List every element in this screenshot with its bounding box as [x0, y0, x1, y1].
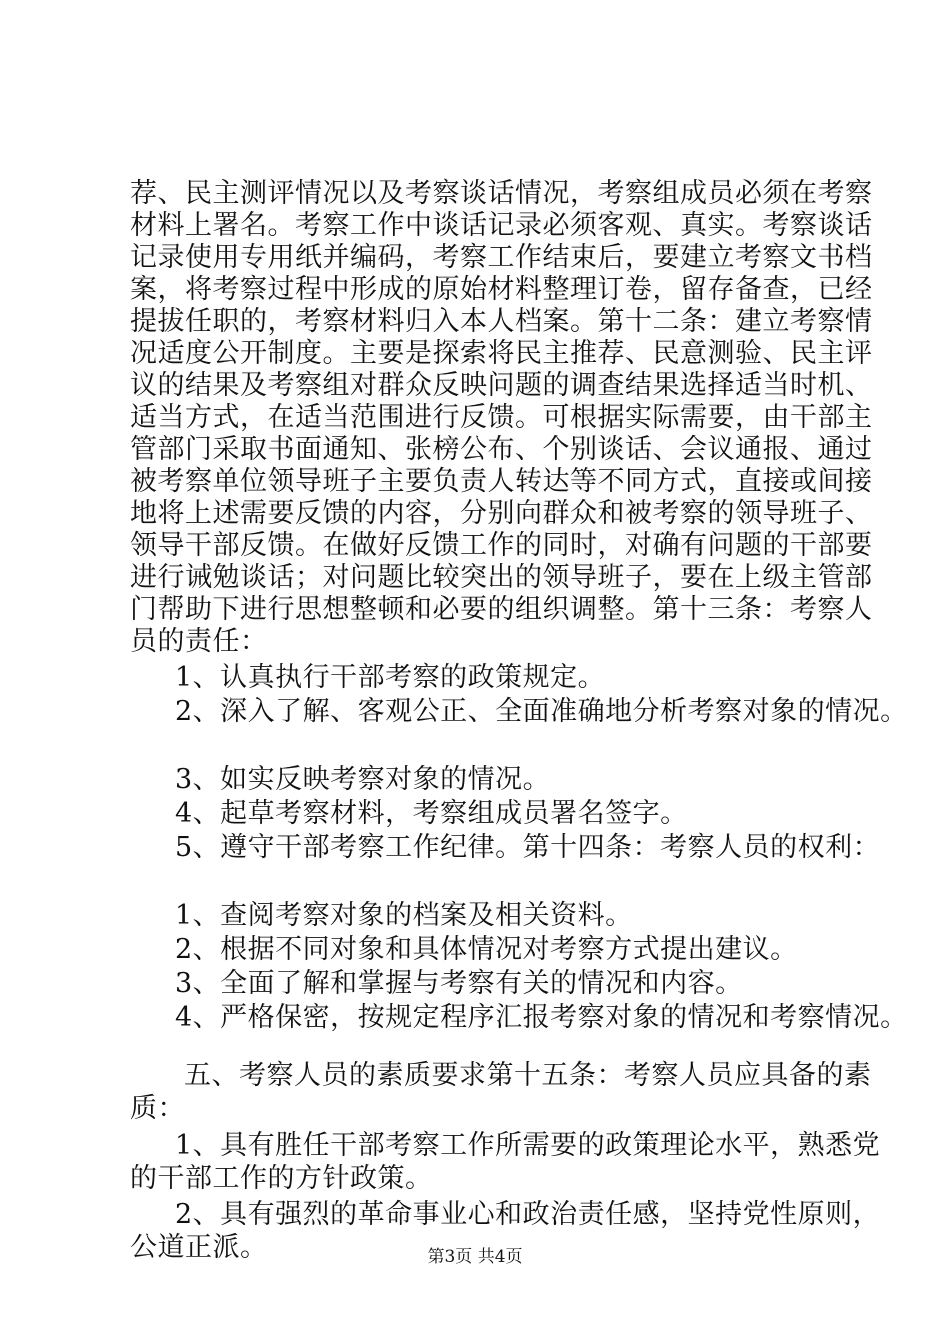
text-line: 员的责任： [130, 626, 268, 657]
text-line: 领导干部反馈。在做好反馈工作的同时，对确有问题的干部要 [130, 530, 873, 561]
text-line: 的干部工作的方针政策。 [130, 1163, 433, 1194]
list-item: 4、起草考察材料，考察组成员署名签字。 [175, 798, 688, 829]
list-item: 2、深入了解、客观公正、全面准确地分析考察对象的情况。 [175, 696, 908, 727]
text-line: 荐、民主测评情况以及考察谈话情况，考察组成员必须在考察 [130, 178, 873, 209]
list-item: 2、具有强烈的革命事业心和政治责任感，坚持党性原则， [175, 1199, 881, 1230]
text-line: 适当方式，在适当范围进行反馈。可根据实际需要，由干部主 [130, 402, 873, 433]
list-item: 1、具有胜任干部考察工作所需要的政策理论水平，熟悉党 [175, 1130, 881, 1161]
text-line: 况适度公开制度。主要是探索将民主推荐、民意测验、民主评 [130, 338, 873, 369]
list-item: 1、查阅考察对象的档案及相关资料。 [175, 900, 633, 931]
text-line: 案，将考察过程中形成的原始材料整理订卷，留存备查，已经 [130, 274, 873, 305]
text-line: 公道正派。 [130, 1232, 268, 1263]
section-heading: 五、考察人员的素质要求第十五条：考察人员应具备的素 [184, 1060, 872, 1091]
text-line: 地将上述需要反馈的内容，分别向群众和被考察的领导班子、 [130, 498, 873, 529]
text-line: 材料上署名。考察工作中谈话记录必须客观、真实。考察谈话 [130, 210, 873, 241]
list-item: 3、如实反映考察对象的情况。 [175, 764, 551, 795]
text-line: 管部门采取书面通知、张榜公布、个别谈话、会议通报、通过 [130, 434, 873, 465]
text-line: 提拔任职的，考察材料归入本人档案。第十二条：建立考察情 [130, 306, 873, 337]
list-item: 1、认真执行干部考察的政策规定。 [175, 662, 606, 693]
text-line: 质： [130, 1093, 185, 1124]
text-line: 门帮助下进行思想整顿和必要的组织调整。第十三条：考察人 [130, 594, 873, 625]
list-item: 4、严格保密，按规定程序汇报考察对象的情况和考察情况。 [175, 1002, 908, 1033]
text-line: 进行诫勉谈话；对问题比较突出的领导班子，要在上级主管部 [130, 562, 873, 593]
page-footer: 第3页 共4页 [427, 1247, 523, 1267]
list-item: 3、全面了解和掌握与考察有关的情况和内容。 [175, 968, 743, 999]
text-line: 被考察单位领导班子主要负责人转达等不同方式，直接或间接 [130, 466, 873, 497]
list-item: 2、根据不同对象和具体情况对考察方式提出建议。 [175, 934, 798, 965]
text-line: 议的结果及考察组对群众反映问题的调查结果选择适当时机、 [130, 370, 873, 401]
list-item: 5、遵守干部考察工作纪律。第十四条：考察人员的权利： [175, 832, 881, 863]
text-line: 记录使用专用纸并编码，考察工作结束后，要建立考察文书档 [130, 242, 873, 273]
